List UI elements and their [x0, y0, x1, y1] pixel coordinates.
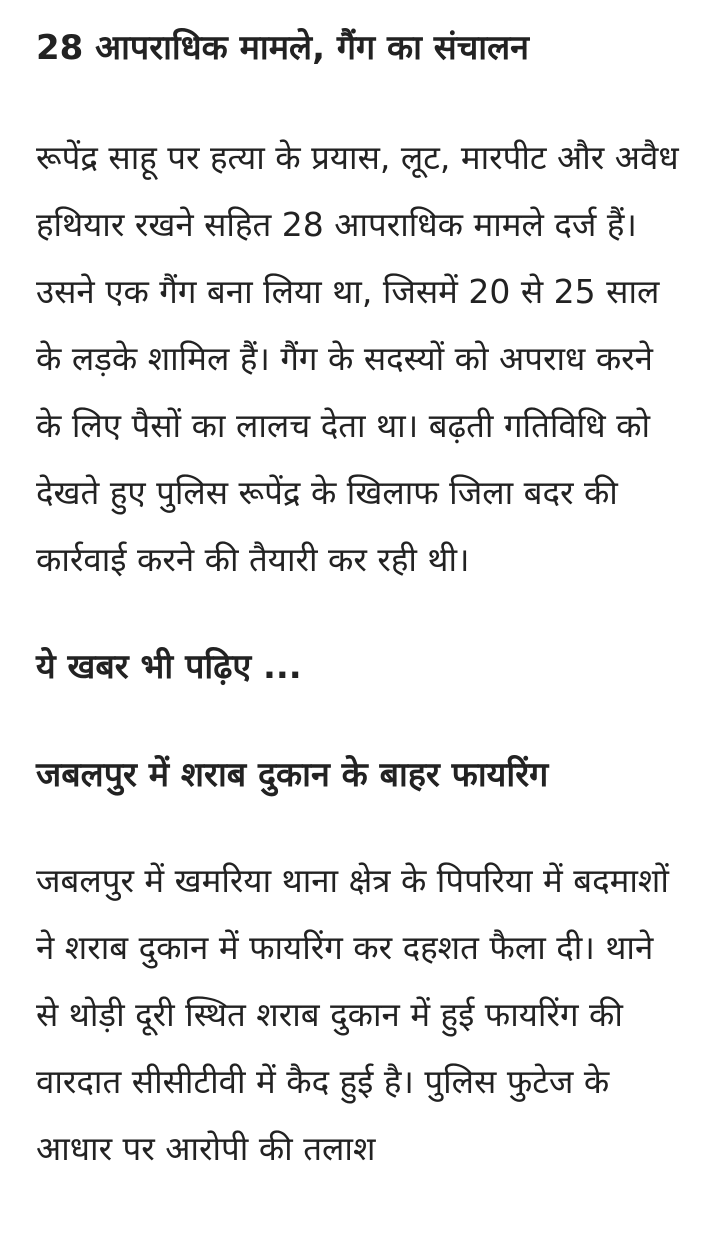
paragraph-jabalpur-firing: जबलपुर में खमरिया थाना क्षेत्र के पिपरिया में बदमाशों ने शराब दुकान में फायरिंग कर दहशत फैला दी। थाने से थोड़ी दूरी स्थित शराब दुकान में हुई फायरिंग की वारदात सीसीटीवी में कैद हुई है। पुलिस फुटेज के आधार पर आरोपी की तलाश: [36, 861, 669, 1168]
section-heading-jabalpur-firing: जबलपुर में शराब दुकान के बाहर फायरिंग: [36, 755, 549, 795]
read-also-heading: ये खबर भी पढ़िए ...: [36, 647, 302, 687]
paragraph-criminal-cases: रूपेंद्र साहू पर हत्या के प्रयास, लूट, मारपीट और अवैध हथियार रखने सहित 28 आपराधिक मामले दर्ज हैं। उसने एक गैंग बना लिया था, जिसमें 20 से 25 साल के लड़के शामिल हैं। गैंग के सदस्यों को अपराध करने के लिए पैसों का लालच देता था। बढ़ती गतिविधि को देखते हुए पुलिस रूपेंद्र के खिलाफ जिला बदर की कार्रवाई करने की तैयारी कर रही थी।: [36, 138, 679, 579]
section-heading-criminal-cases: 28 आपराधिक मामले, गैंग का संचालन: [36, 28, 530, 68]
